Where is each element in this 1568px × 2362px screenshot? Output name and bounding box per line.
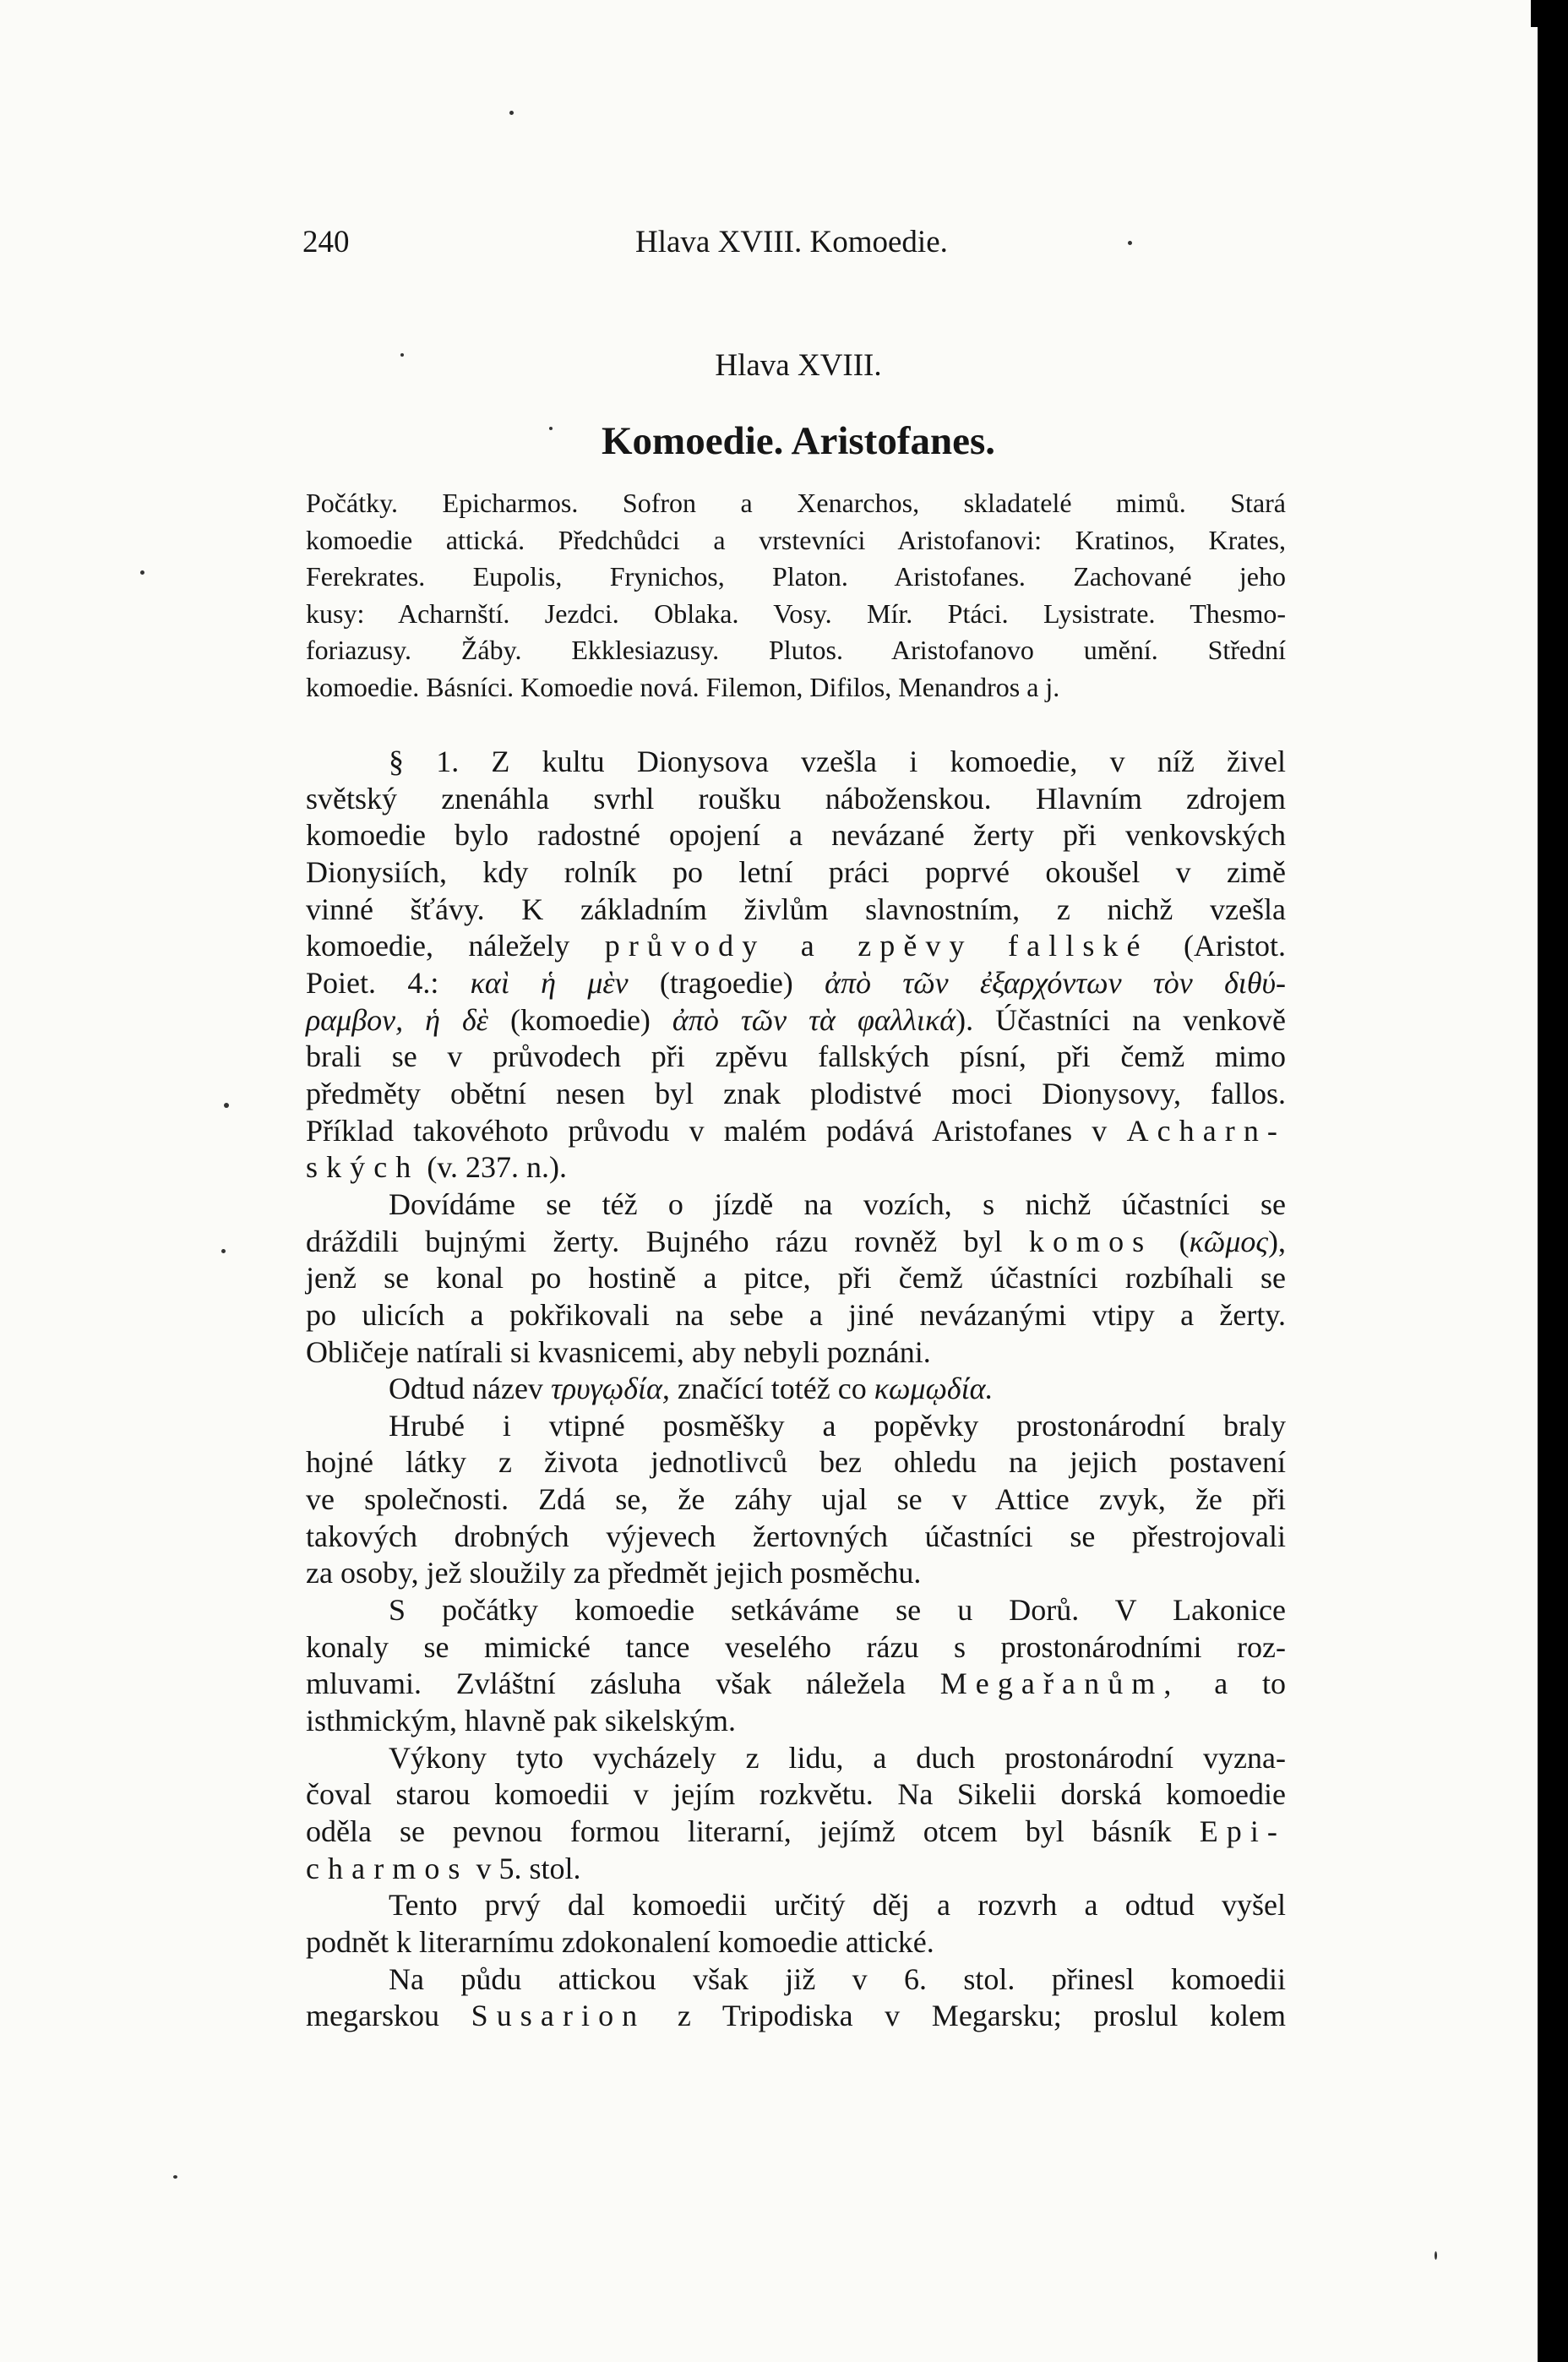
dust-speck bbox=[173, 2175, 177, 2179]
summary-line: Počátky. Epicharmos. Sofron a Xenarchos, skladatelé mimů. Stará bbox=[306, 488, 1286, 518]
dust-speck bbox=[509, 111, 514, 115]
greek-quote: ἀπὸ τῶν ἐξαρχόντων τὸν διθύ- bbox=[825, 965, 1287, 1000]
body-line: předměty obětní nesen byl znak plodistvé moci Dionysovy, fallos. bbox=[306, 1076, 1286, 1110]
body-text bbox=[306, 744, 1286, 2035]
text-run: Odtud název bbox=[389, 1372, 543, 1406]
text-run: Poiet. 4.: bbox=[306, 965, 439, 1000]
body-line: S počátky komoedie setkáváme se u Dorů. V Lakonice bbox=[389, 1593, 1286, 1628]
body-line: po ulicích a pokřikovali na sebe a jiné nevázanými vtipy a žerty. bbox=[306, 1297, 1286, 1332]
spaced-term: Acharn- bbox=[1126, 1113, 1286, 1148]
spaced-term: charmos bbox=[306, 1851, 469, 1885]
greek-quote: ραμβον, ἡ δὲ bbox=[306, 1002, 488, 1037]
body-line: Tento prvý dal komoedii určitý děj a rozvrh a odtud vyšel bbox=[389, 1888, 1286, 1923]
text-run: ), bbox=[1268, 1224, 1286, 1258]
body-line: Obličeje natírali si kvasnicemi, aby nebyli poznáni. bbox=[306, 1334, 931, 1369]
spaced-term: Epi- bbox=[1199, 1814, 1287, 1849]
body-line: ve společnosti. Zdá se, že záhy ujal se v Attice zvyk, že při bbox=[306, 1482, 1286, 1517]
spaced-term: a bbox=[800, 929, 823, 963]
body-line: komoedie bylo radostné opojení a nevázané žerty při venkovských bbox=[306, 818, 1286, 853]
spaced-term: Megařanům, bbox=[939, 1666, 1180, 1701]
summary-line: Ferekrates. Eupolis, Frynichos, Platon. Aristofanes. Zachované jeho bbox=[306, 561, 1286, 592]
summary-line: foriazusy. Žáby. Ekklesiazusy. Plutos. Aristofanovo umění. Střední bbox=[306, 635, 1286, 666]
body-line: za osoby, jež sloužily za předmět jejich posměchu. bbox=[306, 1556, 922, 1590]
body-line: Hrubé i vtipné posměšky a popěvky prostonárodní braly bbox=[389, 1408, 1286, 1443]
body-line: brali se v průvodech při zpěvu fallských písní, při čemž mimo bbox=[306, 1039, 1286, 1074]
chapter-title: Komoedie. Aristofanes. bbox=[601, 419, 996, 463]
greek-quote: κωμῳδία. bbox=[874, 1372, 994, 1406]
body-line: světský znenáhla svrhl roušku náboženskou. Hlavním zdrojem bbox=[306, 781, 1286, 816]
body-line bbox=[306, 1224, 1286, 1261]
body-line: Výkony tyto vycházely z lidu, a duch prostonárodní vyzna- bbox=[389, 1740, 1286, 1775]
chapter-summary bbox=[306, 485, 1286, 706]
running-title: Hlava XVIII. Komoedie. bbox=[635, 225, 948, 259]
body-line bbox=[306, 1149, 1286, 1186]
page-number: 240 bbox=[302, 225, 350, 259]
dust-speck bbox=[224, 1103, 229, 1108]
body-line: podnět k literarnímu zdokonalení komoedie attické. bbox=[306, 1925, 934, 1959]
text-run: (Aristot. bbox=[1184, 929, 1287, 963]
body-line: Dionysiích, kdy rolník po letní práci poprvé okoušel v zimě bbox=[306, 854, 1286, 889]
body-line bbox=[306, 1113, 1286, 1150]
text-run: dráždili bujnými žerty. Bujného rázu rovněž byl bbox=[306, 1224, 1003, 1258]
dust-speck bbox=[1128, 241, 1132, 245]
greek-quote: τρυγῳδία, bbox=[550, 1372, 670, 1406]
spaced-term: průvody bbox=[604, 929, 766, 963]
text-run: (v. 237. n.). bbox=[427, 1150, 568, 1185]
greek-quote: ἀπὸ τῶν τὰ φαλλικά bbox=[672, 1002, 956, 1037]
body-line: vinné šťávy. K základním živlům slavnostním, z nichž vzešla bbox=[306, 892, 1286, 926]
spaced-term: Susarion bbox=[471, 1999, 646, 2033]
scan-border bbox=[1538, 0, 1568, 2362]
text-run: v 5. stol. bbox=[476, 1851, 581, 1885]
summary-line: komoedie attická. Předchůdci a vrstevníci Aristofanovi: Kratinos, Krates, bbox=[306, 524, 1286, 555]
spaced-term: komos bbox=[1028, 1224, 1153, 1258]
spaced-term: zpěvy bbox=[858, 929, 973, 963]
body-line bbox=[306, 1998, 1286, 2035]
greek-quote: κῶμος bbox=[1189, 1224, 1268, 1258]
text-run: a to bbox=[1214, 1666, 1286, 1701]
running-head bbox=[0, 221, 1538, 264]
dust-speck bbox=[400, 353, 404, 357]
body-line bbox=[306, 1666, 1286, 1703]
text-run: značící totéž co bbox=[677, 1372, 867, 1406]
text-run: ). Účastníci na venkově bbox=[956, 1002, 1287, 1037]
greek-quote: καὶ ἡ μὲν bbox=[470, 965, 629, 1000]
summary-line: kusy: Acharnští. Jezdci. Oblaka. Vosy. Mír. Ptáci. Lysistrate. Thesmo- bbox=[306, 597, 1286, 629]
text-run: oděla se pevnou formou literarní, jejímž otcem byl básník bbox=[306, 1814, 1172, 1849]
text-run: Příklad takovéhoto průvodu v malém podává Aristofanes v bbox=[306, 1113, 1108, 1148]
scan-border bbox=[1531, 0, 1568, 27]
body-line bbox=[306, 965, 1286, 1002]
dust-speck bbox=[1435, 2251, 1437, 2260]
body-line bbox=[306, 1814, 1286, 1851]
body-line: jenž se konal po hostině a pitce, při čemž účastníci rozbíhali se bbox=[306, 1261, 1286, 1296]
dust-speck bbox=[549, 427, 553, 430]
body-line bbox=[306, 1851, 1286, 1888]
spaced-term: ských bbox=[306, 1150, 420, 1185]
body-line: Dovídáme se též o jízdě na vozích, s nichž účastníci se bbox=[389, 1186, 1286, 1221]
body-line: Na půdu attickou však již v 6. stol. přinesl komoedii bbox=[389, 1961, 1286, 1996]
body-line: § 1. Z kultu Dionysova vzešla i komoedie, v níž živel bbox=[389, 745, 1286, 778]
body-line bbox=[306, 1002, 1286, 1039]
text-run: komoedie, náležely bbox=[306, 929, 570, 963]
body-line: takových drobných výjevech žertovných účastníci se přestrojovali bbox=[306, 1519, 1286, 1553]
summary-line: komoedie. Básníci. Komoedie nová. Filemon, Difilos, Menandros a j. bbox=[306, 671, 1060, 702]
body-line bbox=[306, 1371, 1286, 1408]
body-line: čoval starou komoedii v jejím rozkvětu. Na Sikelii dorská komoedie bbox=[306, 1777, 1286, 1812]
text-run: z Tripodiska v Megarsku; proslul kolem bbox=[677, 1999, 1287, 2033]
text-run: (komoedie) bbox=[509, 1002, 651, 1037]
spaced-term: fallské bbox=[1008, 929, 1149, 963]
dust-speck bbox=[140, 570, 144, 575]
chapter-label: Hlava XVIII. bbox=[715, 348, 882, 383]
body-line: isthmickým, hlavně pak sikelským. bbox=[306, 1704, 736, 1738]
text-run: megarskou bbox=[306, 1999, 439, 2033]
text-run: ( bbox=[1179, 1224, 1190, 1258]
text-run: (tragoedie) bbox=[659, 965, 793, 1000]
dust-speck bbox=[221, 1249, 226, 1253]
body-line: konaly se mimické tance veselého rázu s prostonárodními roz- bbox=[306, 1629, 1286, 1664]
text-run: mluvami. Zvláštní zásluha však náležela bbox=[306, 1666, 906, 1701]
body-line bbox=[306, 928, 1286, 965]
body-line: hojné látky z života jednotlivců bez ohledu na jejich postavení bbox=[306, 1445, 1286, 1480]
